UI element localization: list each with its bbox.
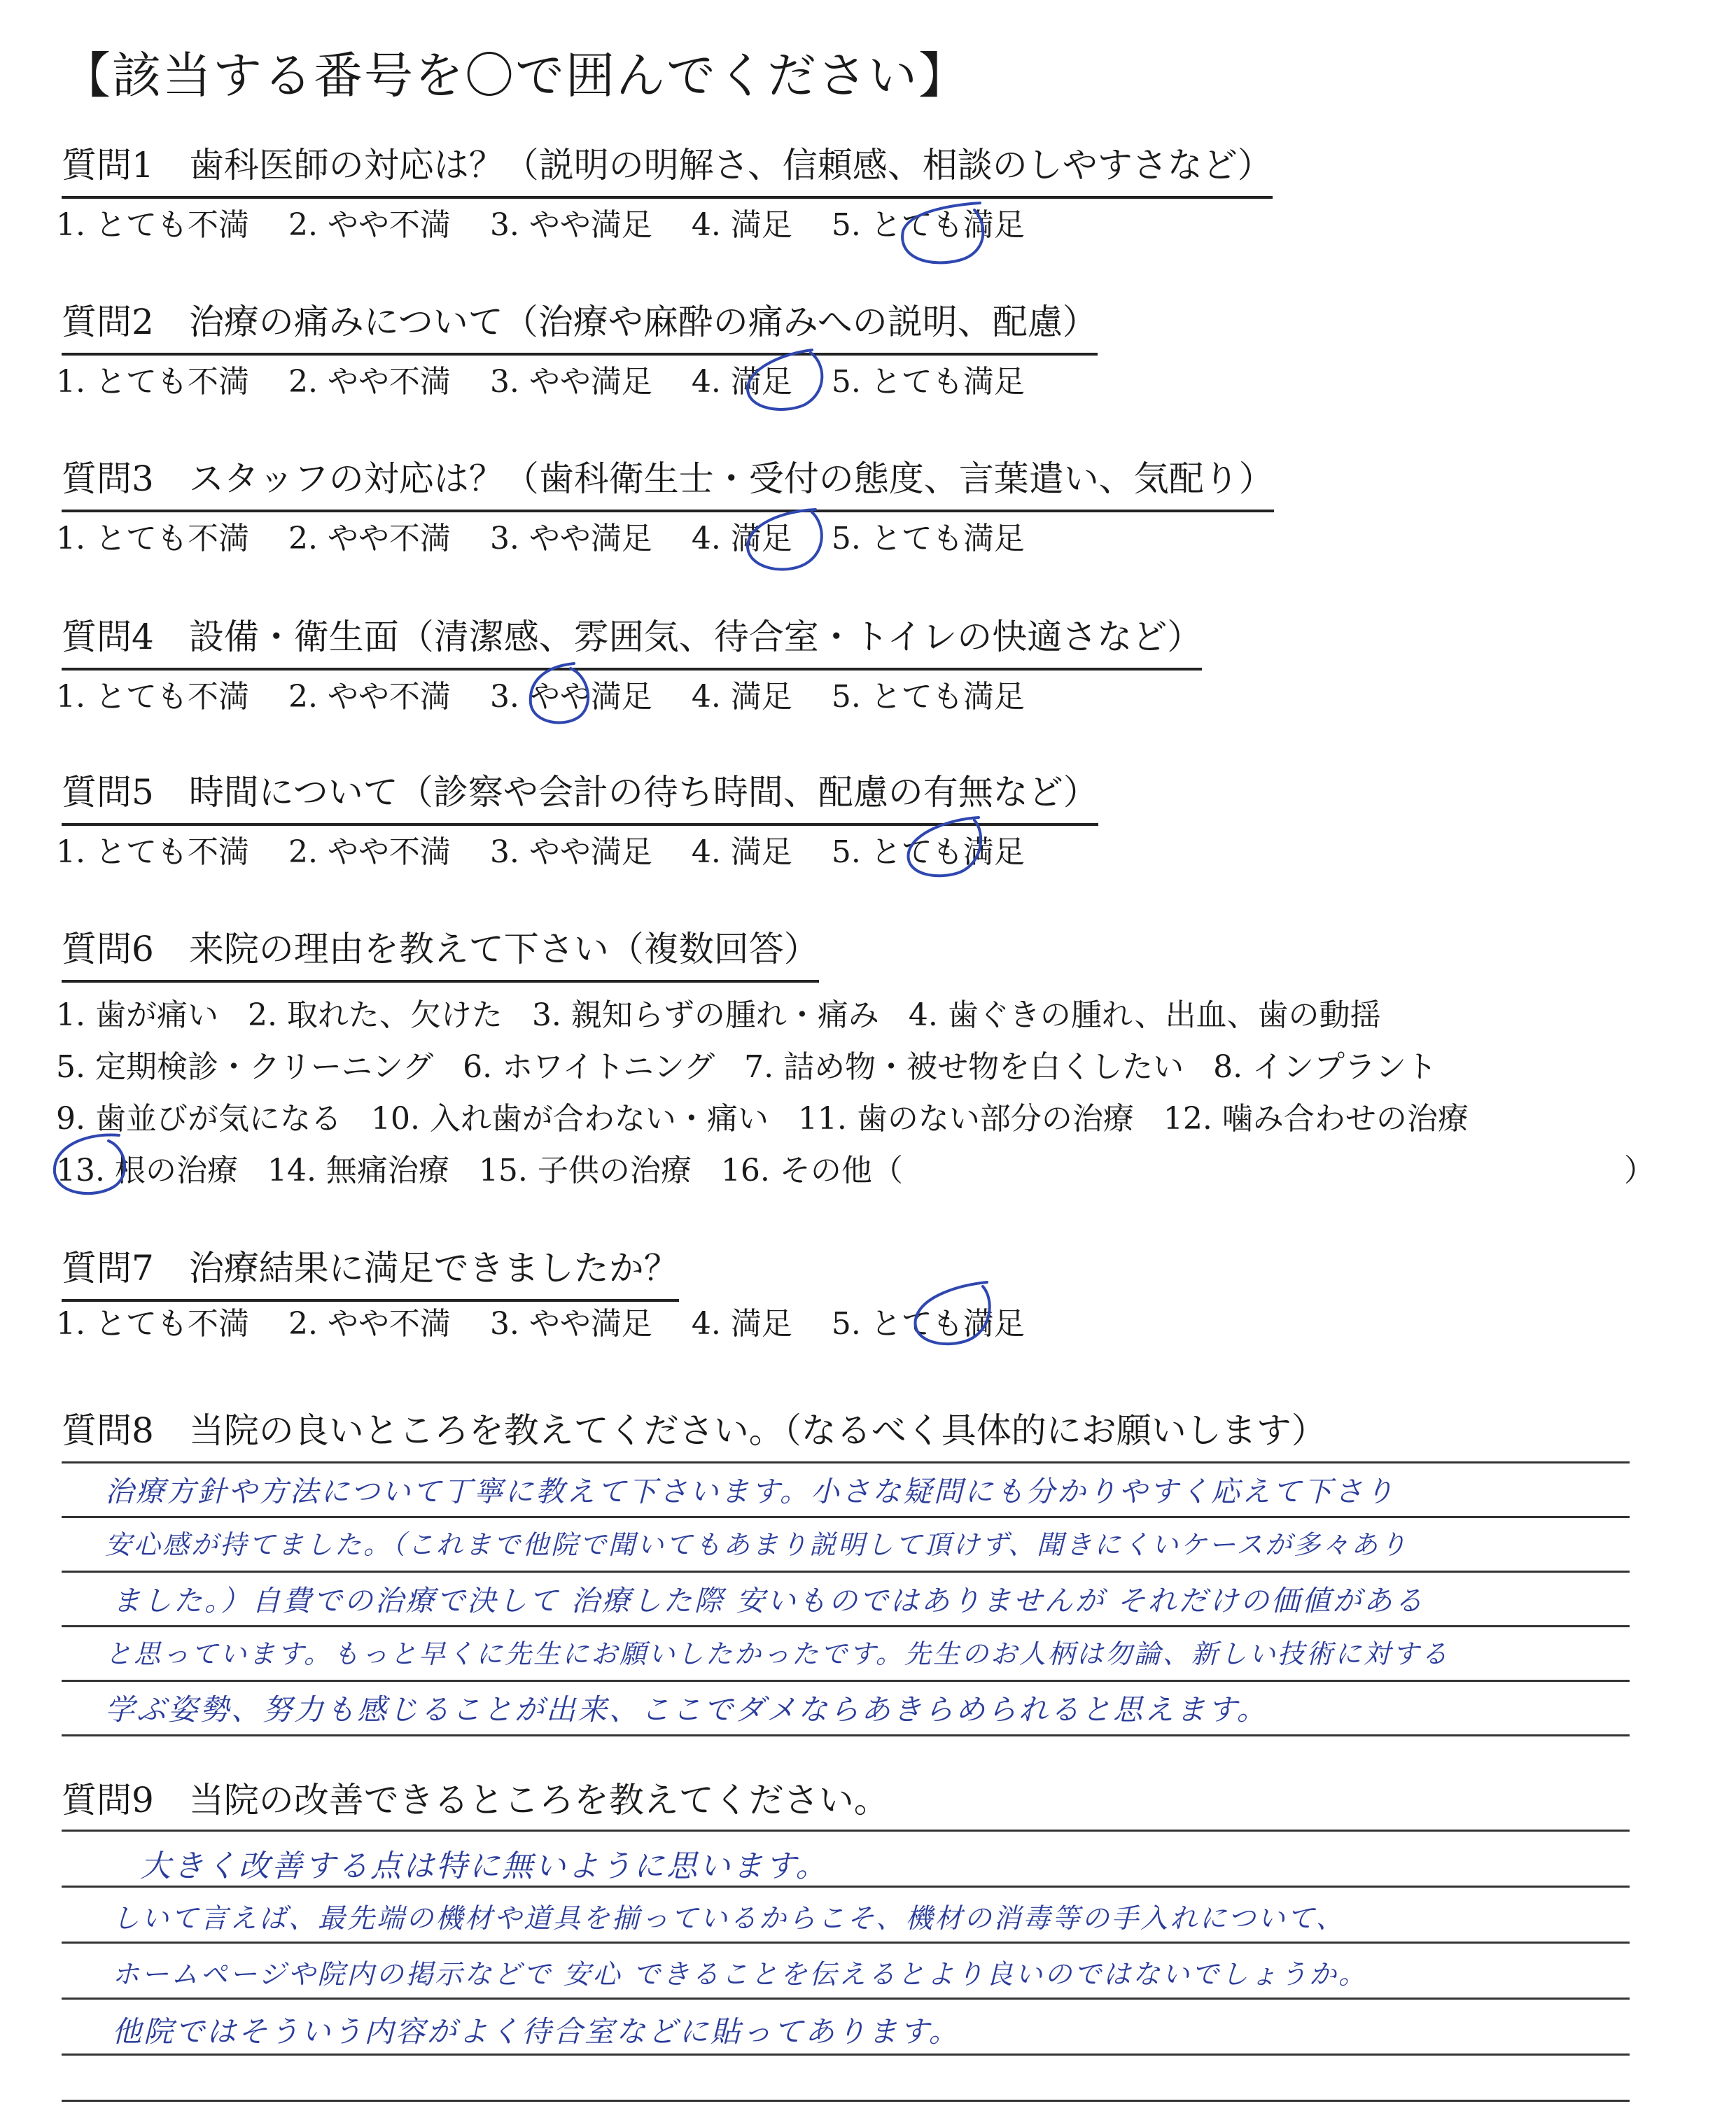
option-2[interactable]: 2. やや不満 <box>288 1306 451 1342</box>
answer-line <box>62 1680 1630 1682</box>
option-12[interactable]: 12. 噛み合わせの治療 <box>1163 1101 1469 1137</box>
option-5[interactable]: 5. とても満足 <box>831 521 1025 556</box>
option-4[interactable]: 4. 満足 <box>691 1306 792 1342</box>
option-2[interactable]: 2. やや不満 <box>288 364 451 400</box>
option-3[interactable]: 3. やや満足 <box>489 521 652 556</box>
answer-line <box>62 1461 1630 1463</box>
option-7[interactable]: 7. 詰め物・被せ物を白くしたい <box>744 1049 1184 1085</box>
question-text: 設備・衛生面（清潔感、雰囲気、待合室・トイレの快適さなど） <box>188 617 1203 657</box>
option-8[interactable]: 8. インプラント <box>1213 1049 1438 1085</box>
question-4-heading <box>62 617 1202 671</box>
option-1[interactable]: 1. とても不満 <box>56 1306 249 1342</box>
option-4[interactable]: 4. 満足 <box>691 521 792 556</box>
option-5[interactable]: 5. 定期検診・クリーニング <box>56 1049 434 1085</box>
question-text: スタッフの対応は？（歯科衛生士・受付の態度、言葉遣い、気配り） <box>188 458 1274 499</box>
answer-line <box>62 1571 1630 1573</box>
answer-line <box>62 2100 1630 2102</box>
question-6-options-row-2 <box>56 1041 1466 1086</box>
q8-answer-line-5: 学ぶ姿勢、努力も感じることが出来、ここでダメならあきらめられると思えます。 <box>105 1692 1268 1727</box>
option-15[interactable]: 15. 子供の治療 <box>478 1153 692 1188</box>
question-label: 質問8 <box>62 1410 154 1451</box>
option-3[interactable]: 3. やや満足 <box>489 1306 652 1342</box>
q9-answer-line-1: 大きく改善する点は特に無いように思います。 <box>140 1848 829 1884</box>
question-label: 質問7 <box>62 1248 154 1289</box>
question-6-options-row-3 <box>56 1093 1498 1138</box>
q9-answer-line-4: 他院ではそういう内容がよく待合室などに貼ってあります。 <box>112 2014 960 2049</box>
question-label: 質問2 <box>62 302 154 342</box>
question-6-options-row-4 <box>56 1145 932 1190</box>
answer-line <box>62 1734 1630 1736</box>
question-1-options <box>56 209 1064 242</box>
answer-line <box>62 1830 1630 1832</box>
option-3[interactable]: 3. やや満足 <box>489 834 652 870</box>
option-4[interactable]: 4. 歯ぐきの腫れ、出血、歯の動揺 <box>908 997 1381 1033</box>
question-5-options <box>56 836 1064 869</box>
question-9-heading <box>62 1772 889 1823</box>
question-6-heading <box>62 929 819 983</box>
option-2[interactable]: 2. 取れた、欠けた <box>247 997 503 1033</box>
option-3[interactable]: 3. 親知らずの腫れ・痛み <box>531 997 879 1033</box>
option-10[interactable]: 10. 入れ歯が合わない・痛い <box>370 1101 769 1137</box>
question-7-heading <box>62 1249 679 1302</box>
option-14[interactable]: 14. 無痛治療 <box>267 1153 449 1188</box>
option-2[interactable]: 2. やや不満 <box>288 679 451 715</box>
option-3[interactable]: 3. やや満足 <box>489 679 652 715</box>
option-5[interactable]: 5. とても満足 <box>831 1306 1025 1342</box>
option-13[interactable]: 13. 根の治療 <box>56 1153 238 1188</box>
question-5-heading <box>62 773 1098 826</box>
question-1-heading <box>62 146 1273 199</box>
other-close-paren: ） <box>1624 1153 1655 1188</box>
q8-answer-line-1: 治療方針や方法について丁寧に教えて下さいます。小さな疑問にも分かりやすく応えて下さり <box>105 1475 1396 1508</box>
question-label: 質問4 <box>62 617 154 657</box>
question-label: 質問6 <box>62 929 154 969</box>
q9-answer-line-2: しいて言えば、最先端の機材や道具を揃っているからこそ、機材の消毒等の手入れについて、 <box>112 1903 1345 1935</box>
question-2-options <box>56 365 1064 399</box>
answer-line <box>62 1998 1630 2000</box>
q8-answer-line-2: 安心感が持てました。（これまで他院で聞いてもあまり説明して頂けず、聞きにくいケースが多々あり <box>105 1529 1409 1560</box>
question-7-options <box>56 1307 1064 1341</box>
option-1[interactable]: 1. 歯が痛い <box>56 997 218 1033</box>
question-text: 当院の良いところを教えてください。（なるべく具体的にお願いします） <box>188 1410 1326 1451</box>
option-1[interactable]: 1. とても不満 <box>56 834 249 870</box>
option-5[interactable]: 5. とても満足 <box>831 364 1025 400</box>
answer-line <box>62 2054 1630 2056</box>
q8-answer-line-4: と思っています。もっと早くに先生にお願いしたかったです。先生のお人柄は勿論、新しい技術に対する <box>105 1638 1450 1669</box>
option-6[interactable]: 6. ホワイトニング <box>463 1049 715 1085</box>
answer-line <box>62 1516 1630 1518</box>
question-4-options <box>56 680 1064 714</box>
option-1[interactable]: 1. とても不満 <box>56 364 249 400</box>
option-1[interactable]: 1. とても不満 <box>56 521 249 556</box>
option-3[interactable]: 3. やや満足 <box>489 207 652 243</box>
option-4[interactable]: 4. 満足 <box>691 679 792 715</box>
q8-answer-line-3: ました。）自費での治療で決して 治療した際 安いものではありませんが それだけの価値がある <box>112 1584 1425 1617</box>
option-5[interactable]: 5. とても満足 <box>831 834 1025 870</box>
question-3-options <box>56 522 1064 556</box>
question-label: 質問9 <box>62 1780 154 1820</box>
question-text: 来院の理由を教えて下さい（複数回答） <box>188 929 819 969</box>
answer-line <box>62 1625 1630 1627</box>
question-text: 当院の改善できるところを教えてください。 <box>188 1780 889 1820</box>
option-3[interactable]: 3. やや満足 <box>489 364 652 400</box>
option-4[interactable]: 4. 満足 <box>691 834 792 870</box>
question-text: 治療結果に満足できましたか？ <box>188 1248 679 1289</box>
option-1[interactable]: 1. とても不満 <box>56 679 249 715</box>
question-6-options-row-1 <box>56 990 1410 1034</box>
option-5[interactable]: 5. とても満足 <box>831 679 1025 715</box>
option-4[interactable]: 4. 満足 <box>691 364 792 400</box>
question-text: 時間について（診察や会計の待ち時間、配慮の有無など） <box>188 772 1098 813</box>
option-1[interactable]: 1. とても不満 <box>56 207 249 243</box>
option-4[interactable]: 4. 満足 <box>691 207 792 243</box>
page-title: 【該当する番号を〇で囲んでください】 <box>62 47 969 104</box>
answer-line <box>62 1942 1630 1944</box>
question-8-heading <box>62 1403 1326 1453</box>
option-2[interactable]: 2. やや不満 <box>288 521 451 556</box>
option-11[interactable]: 11. 歯のない部分の治療 <box>797 1101 1134 1137</box>
question-2-heading <box>62 302 1098 356</box>
option-9[interactable]: 9. 歯並びが気になる <box>56 1101 342 1137</box>
question-label: 質問3 <box>62 458 154 499</box>
answer-line <box>62 1886 1630 1888</box>
question-text: 歯科医師の対応は？（説明の明解さ、信頼感、相談のしやすさなど） <box>188 145 1273 185</box>
option-5[interactable]: 5. とても満足 <box>831 207 1025 243</box>
q9-answer-line-3: ホームページや院内の掲示などで 安心 できることを伝えるとより良いのではないでしょうか。 <box>112 1959 1368 1991</box>
question-3-heading <box>62 459 1274 512</box>
question-label: 質問1 <box>62 145 154 185</box>
option-16[interactable]: 16. その他（ <box>720 1153 903 1188</box>
option-2[interactable]: 2. やや不満 <box>288 834 451 870</box>
option-2[interactable]: 2. やや不満 <box>288 207 451 243</box>
question-label: 質問5 <box>62 772 154 813</box>
question-text: 治療の痛みについて（治療や麻酔の痛みへの説明、配慮） <box>188 302 1098 342</box>
